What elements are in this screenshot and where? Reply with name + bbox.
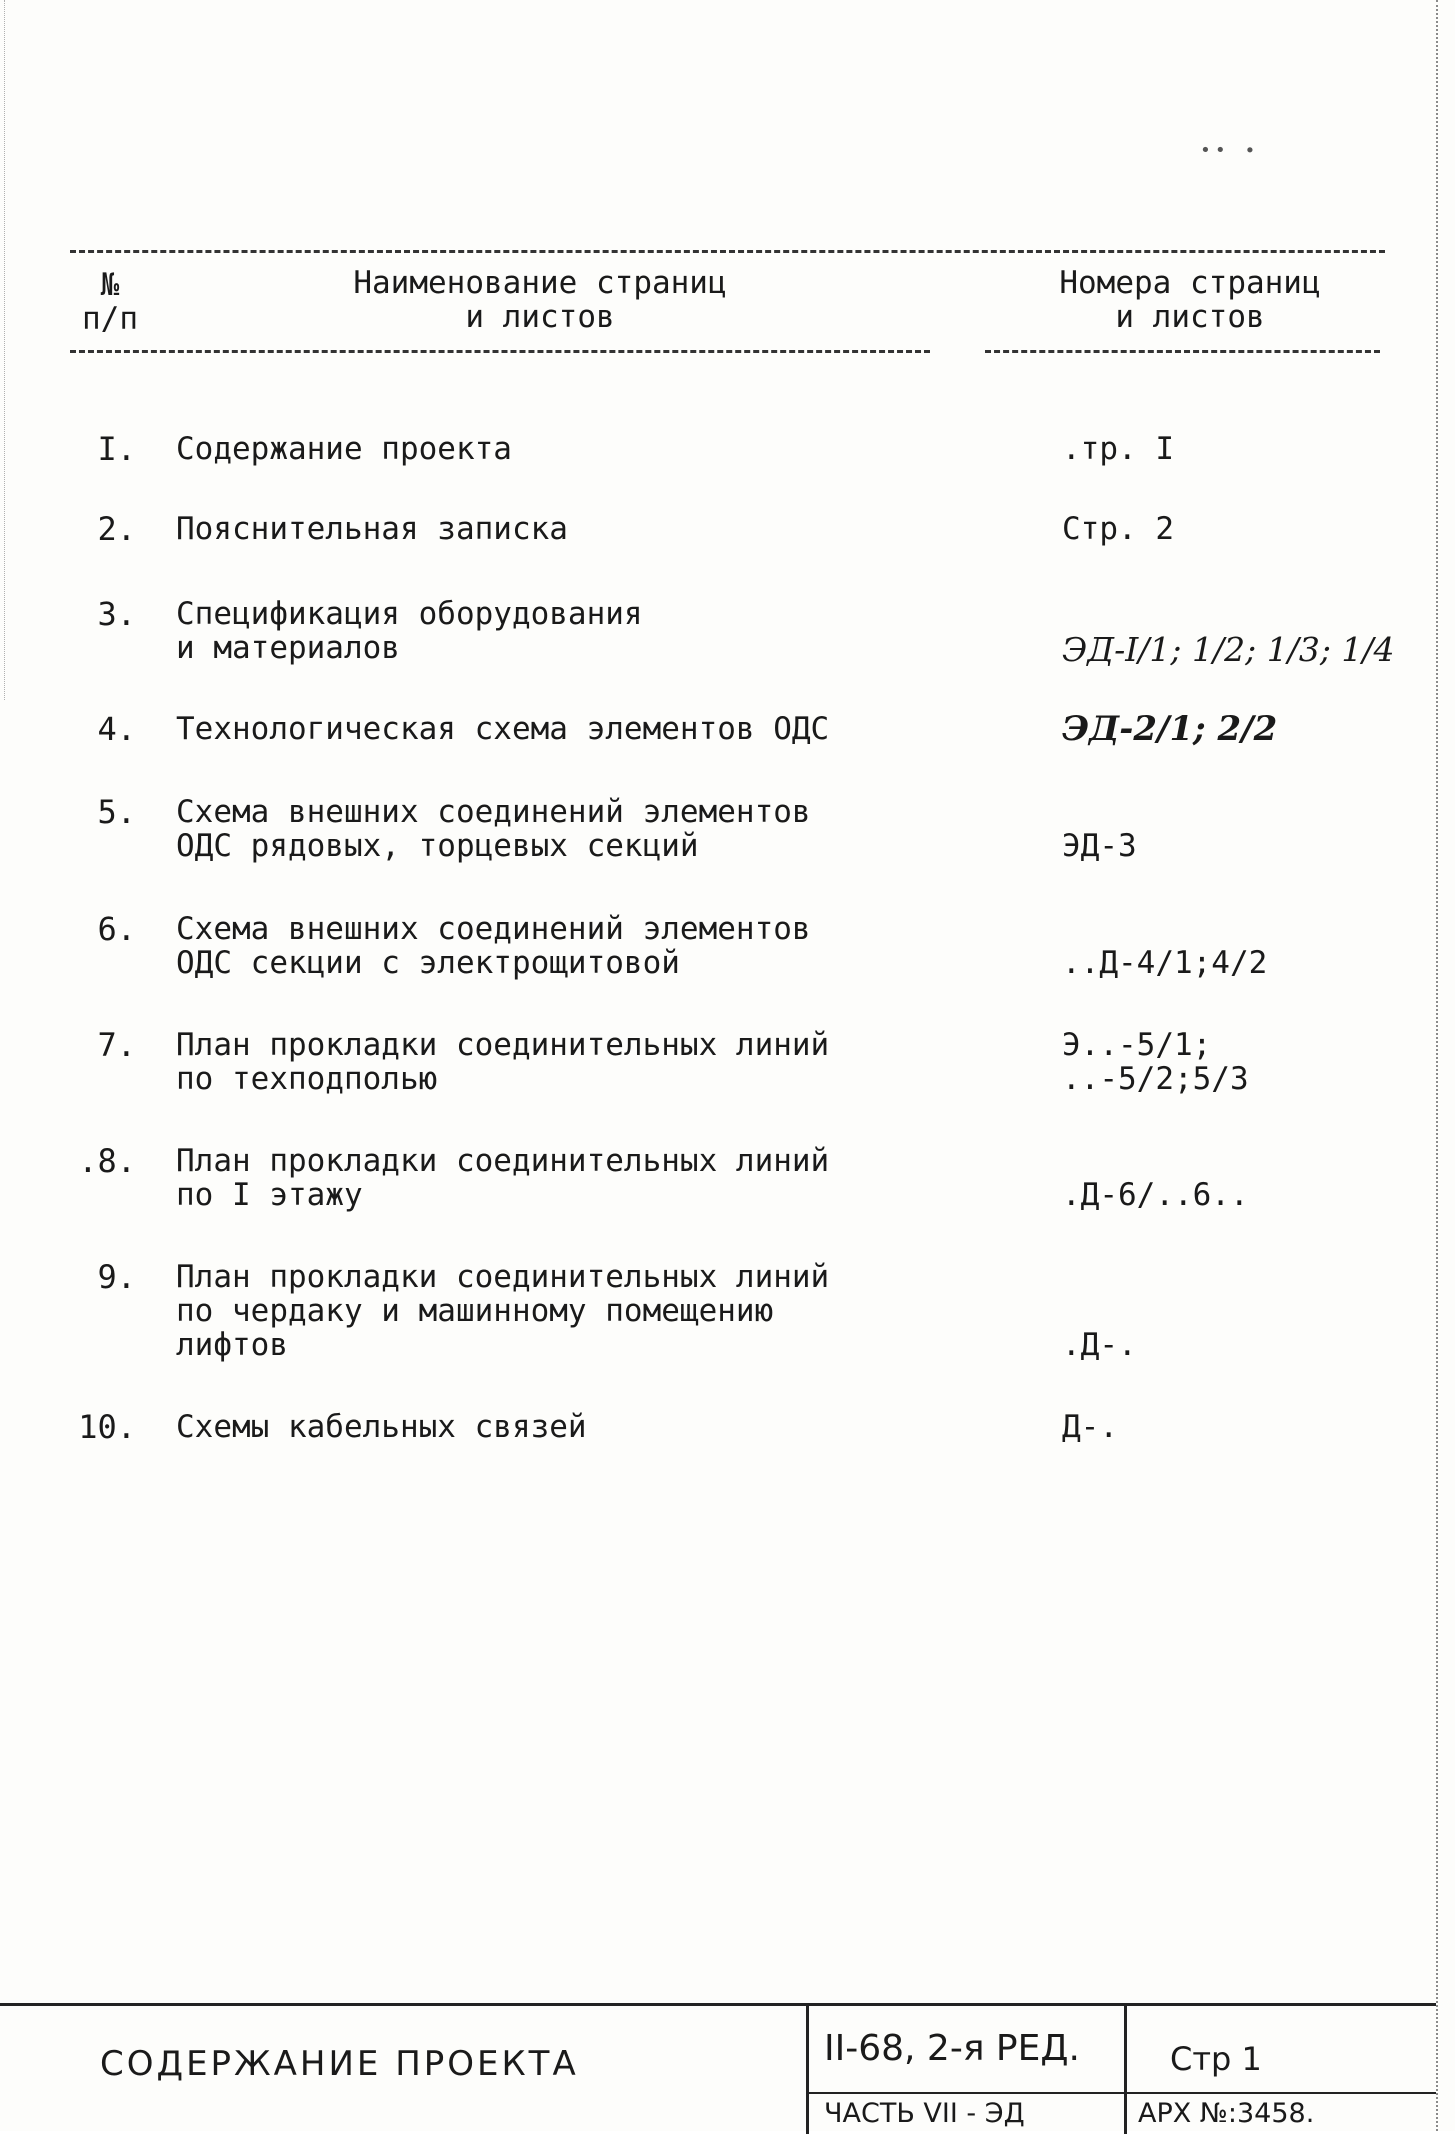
- scan-edge-left: [4, 0, 6, 700]
- sheet-title: СОДЕРЖАНИЕ ПРОЕКТА: [100, 2044, 579, 2084]
- row-title: План прокладки соединительных линий по I этажу: [176, 1143, 830, 1213]
- row-title: План прокладки соединительных линий по техподполью: [176, 1027, 830, 1097]
- row-title: Содержание проекта: [176, 431, 512, 467]
- header-bottom-rule-left: [70, 350, 930, 353]
- series-label: II-68, 2-я РЕД.: [824, 2028, 1080, 2069]
- row-pages: ЭД-3: [1062, 828, 1137, 864]
- row-pages: Д-.: [1062, 1409, 1118, 1445]
- header-num-label: № п/п: [82, 267, 138, 337]
- row-pages: Стр. 2: [1062, 511, 1174, 547]
- row-title: Схемы кабельных связей: [176, 1409, 587, 1445]
- row-pages: ЭД-2/1; 2/2: [1062, 709, 1278, 749]
- row-pages: .тр. I: [1062, 431, 1174, 467]
- row-number: I.: [97, 430, 136, 468]
- row-title: Схема внешних соединений элементов ОДС секции с электрощитовой: [176, 911, 811, 981]
- row-number: 4.: [97, 710, 136, 748]
- title-block: [0, 2003, 1436, 2134]
- row-pages: ..Д-4/1;4/2: [1062, 945, 1268, 981]
- header-pages-label: Номера страниц и листов: [1059, 265, 1321, 335]
- page-label: Стр 1: [1170, 2040, 1262, 2078]
- row-number: 7.: [97, 1026, 136, 1064]
- header-top-rule: [70, 250, 1385, 253]
- row-number: 6.: [97, 910, 136, 948]
- row-title: План прокладки соединительных линий по чердаку и машинному помещению лифтов: [176, 1259, 830, 1363]
- row-number: 3.: [97, 595, 136, 633]
- row-number: 5.: [97, 793, 136, 831]
- row-number: .8.: [78, 1142, 136, 1180]
- row-title: Спецификация оборудования и материалов: [176, 596, 643, 666]
- row-pages: .Д-.: [1062, 1327, 1137, 1363]
- row-pages: ЭД-I/1; 1/2; 1/3; 1/4: [1062, 630, 1395, 669]
- row-title: Схема внешних соединений элементов ОДС рядовых, торцевых секций: [176, 794, 811, 864]
- title-block-divider: [1124, 2006, 1127, 2134]
- part-label: ЧАСТЬ VII - ЭД: [824, 2098, 1025, 2129]
- row-number: 10.: [78, 1408, 136, 1446]
- row-title: Технологическая схема элементов ОДС: [176, 711, 830, 747]
- header-bottom-rule-right: [985, 350, 1380, 353]
- row-number: 9.: [97, 1258, 136, 1296]
- row-title: Пояснительная записка: [176, 511, 568, 547]
- row-pages: .Д-6/..6..: [1062, 1177, 1249, 1213]
- title-block-row-rule: [806, 2092, 1436, 2094]
- archive-label: АРХ №:3458.: [1138, 2098, 1315, 2129]
- corner-mark: •• ∙: [1200, 140, 1260, 161]
- title-block-divider: [806, 2006, 809, 2134]
- header-name-label: Наименование страниц и листов: [353, 265, 727, 335]
- row-pages: Э..-5/1; ..-5/2;5/3: [1062, 1027, 1249, 1097]
- row-number: 2.: [97, 510, 136, 548]
